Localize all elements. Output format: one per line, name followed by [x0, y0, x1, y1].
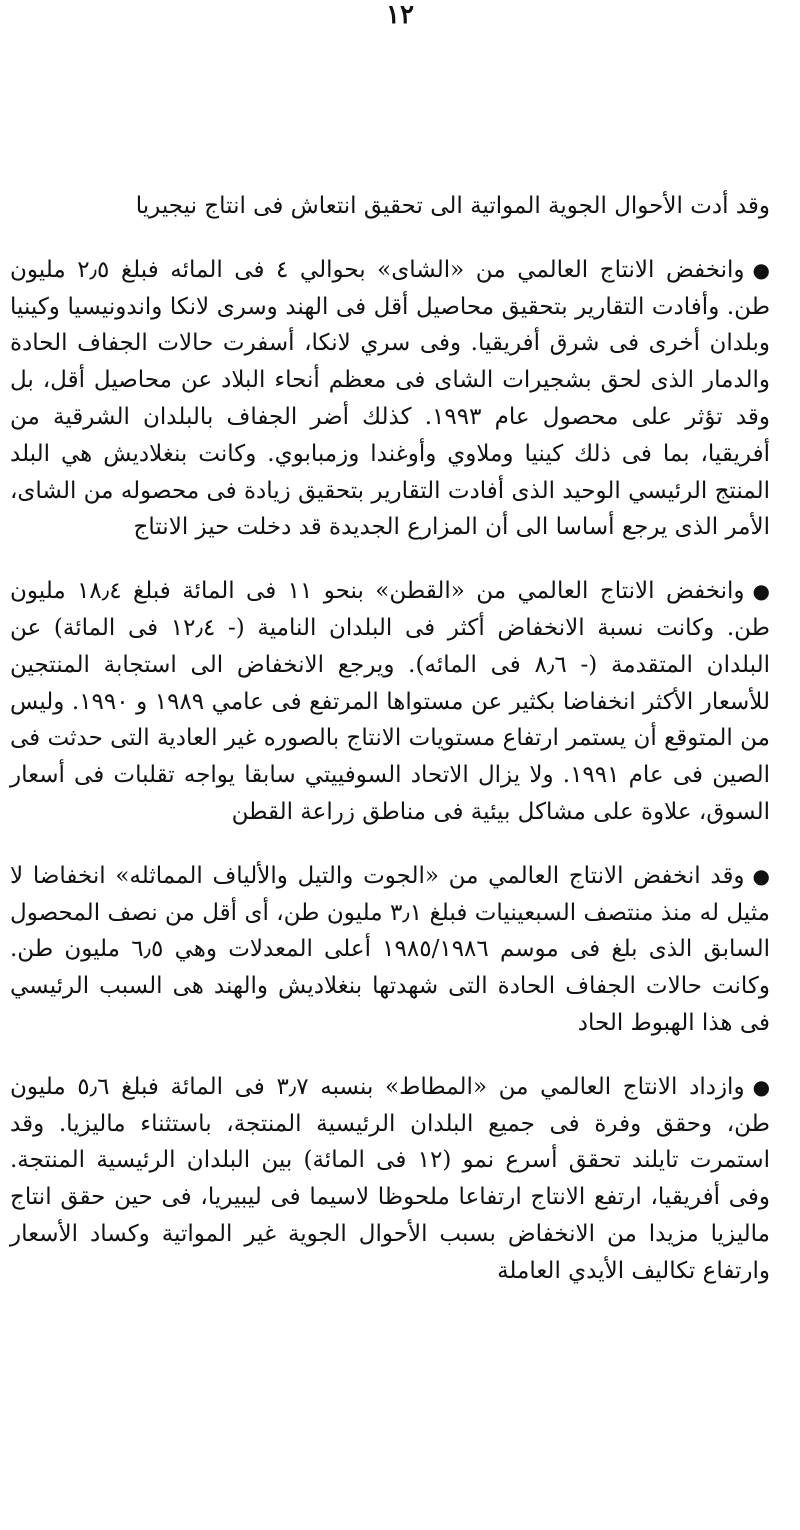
paragraph-rubber	[10, 1069, 770, 1290]
paragraph-text: وانخفض الانتاج العالمي من «القطن» بنحو ١١ فى المائة فبلغ ١٨٫٤ مليون طن. وكانت نسبة الانخفاض أكثر فى البلدان النامية (- ١٢٫٤ فى المائة) عن البلدان المتقدمة (- ٨٫٦ فى المائه). ويرجع الانخفاض الى استجابة المنتجين للأسعار الأكثر انخفاضا بكثير عن مستواها المرتفع فى عامي ١٩٨٩ و ١٩٩٠. وليس من المتوقع أن يستمر ارتفاع مستويات الانتاج بالصوره غير العادية التى حدثت فى الصين فى عام ١٩٩١. ولا يزال الاتحاد السوفييتي سابقا يواجه تقلبات فى أسعار السوق، علاوة على مشاكل بيئية فى مناطق زراعة القطن	[10, 578, 771, 825]
bullet-icon: ●	[752, 579, 770, 604]
paragraph-text: وانخفض الانتاج العالمي من «الشاى» بحوالي ٤ فى المائه فبلغ ٢٫٥ مليون طن. وأفادت التقارير بتحقيق محاصيل أقل فى الهند وسرى لانكا واندونيسيا وكينيا وبلدان أخرى فى شرق أفريقيا. وفى سري لانكا، أسفرت حالات الجفاف الحادة والدمار الذى لحق بشجيرات الشاى فى معظم أنحاء البلاد عن محاصيل أقل، بل وقد تؤثر على محصول عام ١٩٩٣. كذلك أضر الجفاف بالبلدان الشرقية من أفريقيا، بما فى ذلك كينيا وملاوي وأوغندا وزمبابوي. وكانت بنغلاديش هي البلد المنتج الرئيسي الوحيد الذى أفادت التقارير بتحقيق زيادة فى محصوله من الشاى، الأمر الذى يرجع أساسا الى أن المزارع الجديدة قد دخلت حيز الانتاج	[10, 256, 770, 541]
paragraph-text: وازداد الانتاج العالمي من «المطاط» بنسبه ٣٫٧ فى المائة فبلغ ٥٫٦ مليون طن، وحقق وفرة فى جميع البلدان الرئيسية المنتجة، باستثناء ماليزيا. وقد استمرت تايلند تحقق أسرع نمو (١٢ فى المائة) بين البلدان الرئيسية المنتجة. وفى أفريقيا، ارتفع الانتاج ارتفاعا ملحوظا لاسيما فى ليبيريا، فى حين حقق انتاج ماليزيا مزيدا من الانخفاض بسبب الأحوال الجوية غير المواتية وكساد الأسعار وارتفاع تكاليف الأيدي العاملة	[10, 1073, 770, 1284]
page-number: ١٢	[386, 0, 414, 30]
bullet-icon: ●	[752, 863, 770, 888]
paragraph-text: وقد انخفض الانتاج العالمي من «الجوت والتيل والألياف المماثله» انخفاضا لا مثيل له منذ منتصف السبعينيات فبلغ ٣٫١ مليون طن، أى أقل من نصف المحصول السابق الذى بلغ فى موسم ١٩٨٥/١٩٨٦ أعلى المعدلات وهي ٦٫٥ مليون طن. وكانت حالات الجفاف الحادة التى شهدتها بنغلاديش والهند هى السبب الرئيسي فى هذا الهبوط الحاد	[10, 862, 770, 1036]
paragraph-tea	[10, 252, 770, 546]
body-text	[10, 188, 770, 1317]
bullet-icon: ●	[752, 1074, 771, 1099]
paragraph-jute	[10, 858, 770, 1042]
paragraph-cotton	[10, 573, 770, 831]
paragraph-intro	[10, 188, 770, 225]
bullet-icon: ●	[752, 257, 770, 282]
paragraph-text: وقد أدت الأحوال الجوية المواتية الى تحقيق انتعاش فى انتاج نيجيريا	[135, 193, 770, 219]
